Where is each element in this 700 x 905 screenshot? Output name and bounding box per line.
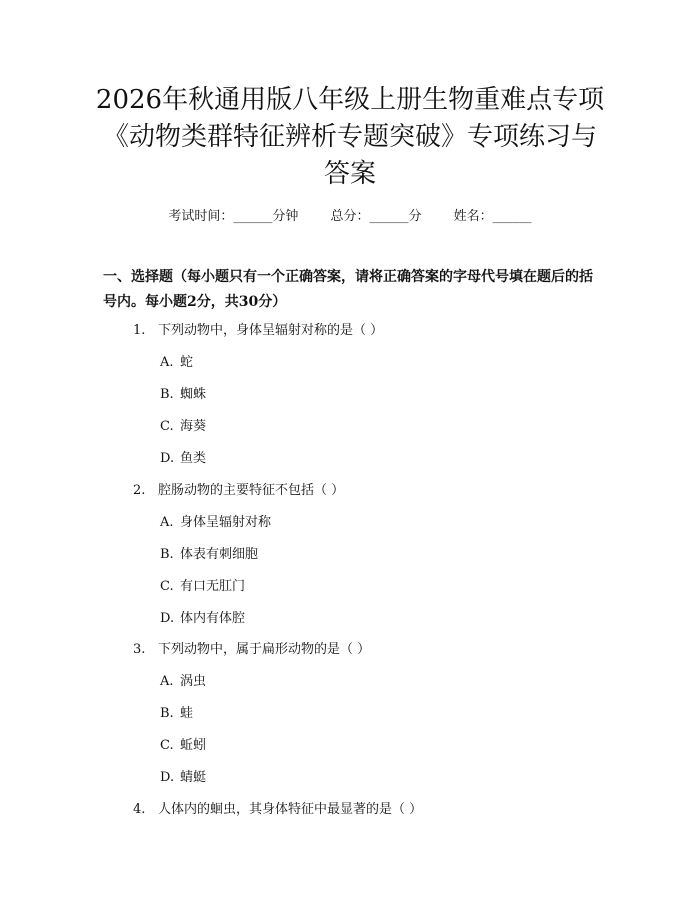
question-number: 2. <box>133 483 146 498</box>
option-letter: B. <box>160 547 174 562</box>
question-4 <box>133 798 422 817</box>
question-number: 3. <box>133 642 146 657</box>
option-letter: B. <box>160 387 174 402</box>
question-2 <box>133 479 344 498</box>
exam-time: 考试时间：______分钟 <box>168 209 299 224</box>
option-text: 海葵 <box>180 419 207 434</box>
option-item <box>160 702 193 721</box>
option-text: 有口无肛门 <box>180 579 246 594</box>
document-title <box>90 82 610 193</box>
option-text: 体内有体腔 <box>180 611 246 626</box>
option-letter: A. <box>160 674 174 689</box>
option-item <box>160 575 245 594</box>
option-text: 身体呈辐射对称 <box>180 515 272 530</box>
option-letter: A. <box>160 355 174 370</box>
exam-meta <box>0 205 700 224</box>
question-1 <box>133 319 383 338</box>
question-text: 下列动物中，身体呈辐射对称的是（ ） <box>158 323 384 338</box>
question-number: 4. <box>133 802 146 817</box>
option-letter: A. <box>160 515 174 530</box>
option-text: 蜻蜓 <box>180 770 207 785</box>
option-item <box>160 351 193 370</box>
title-line: 答案 <box>323 159 376 189</box>
option-item <box>160 670 206 689</box>
option-item <box>160 415 206 434</box>
option-letter: C. <box>160 419 174 434</box>
title-line: 《动物类群特征辨析专题突破》专项练习与 <box>102 122 597 152</box>
option-letter: D. <box>160 611 175 626</box>
option-item <box>160 383 206 402</box>
option-item <box>160 543 258 562</box>
option-letter: B. <box>160 706 174 721</box>
option-letter: C. <box>160 579 174 594</box>
option-letter: C. <box>160 738 174 753</box>
option-item <box>160 607 245 626</box>
question-number: 1. <box>133 323 146 338</box>
title-line: 2026年秋通用版八年级上册生物重难点专项 <box>95 85 605 115</box>
option-item <box>160 766 206 785</box>
question-text: 人体内的蛔虫，其身体特征中最显著的是（ ） <box>158 802 423 817</box>
option-letter: D. <box>160 770 175 785</box>
question-3 <box>133 638 370 657</box>
option-text: 蜘蛛 <box>180 387 207 402</box>
option-text: 蚯蚓 <box>180 738 207 753</box>
total-score: 总分：______分 <box>330 209 422 224</box>
option-item <box>160 511 271 530</box>
question-text: 腔肠动物的主要特征不包括（ ） <box>158 483 345 498</box>
student-name: 姓名：______ <box>453 209 532 224</box>
section-heading: 一、选择题（每小题只有一个正确答案，请将正确答案的字母代号填在题后的括号内。每小题2分，共30分） <box>103 269 593 310</box>
option-item <box>160 734 206 753</box>
option-item <box>160 447 206 466</box>
option-letter: D. <box>160 451 175 466</box>
option-text: 蛙 <box>180 706 194 721</box>
option-text: 涡虫 <box>180 674 207 689</box>
option-text: 蛇 <box>180 355 194 370</box>
question-text: 下列动物中，属于扁形动物的是（ ） <box>158 642 371 657</box>
option-text: 体表有刺细胞 <box>180 547 259 562</box>
option-text: 鱼类 <box>180 451 207 466</box>
